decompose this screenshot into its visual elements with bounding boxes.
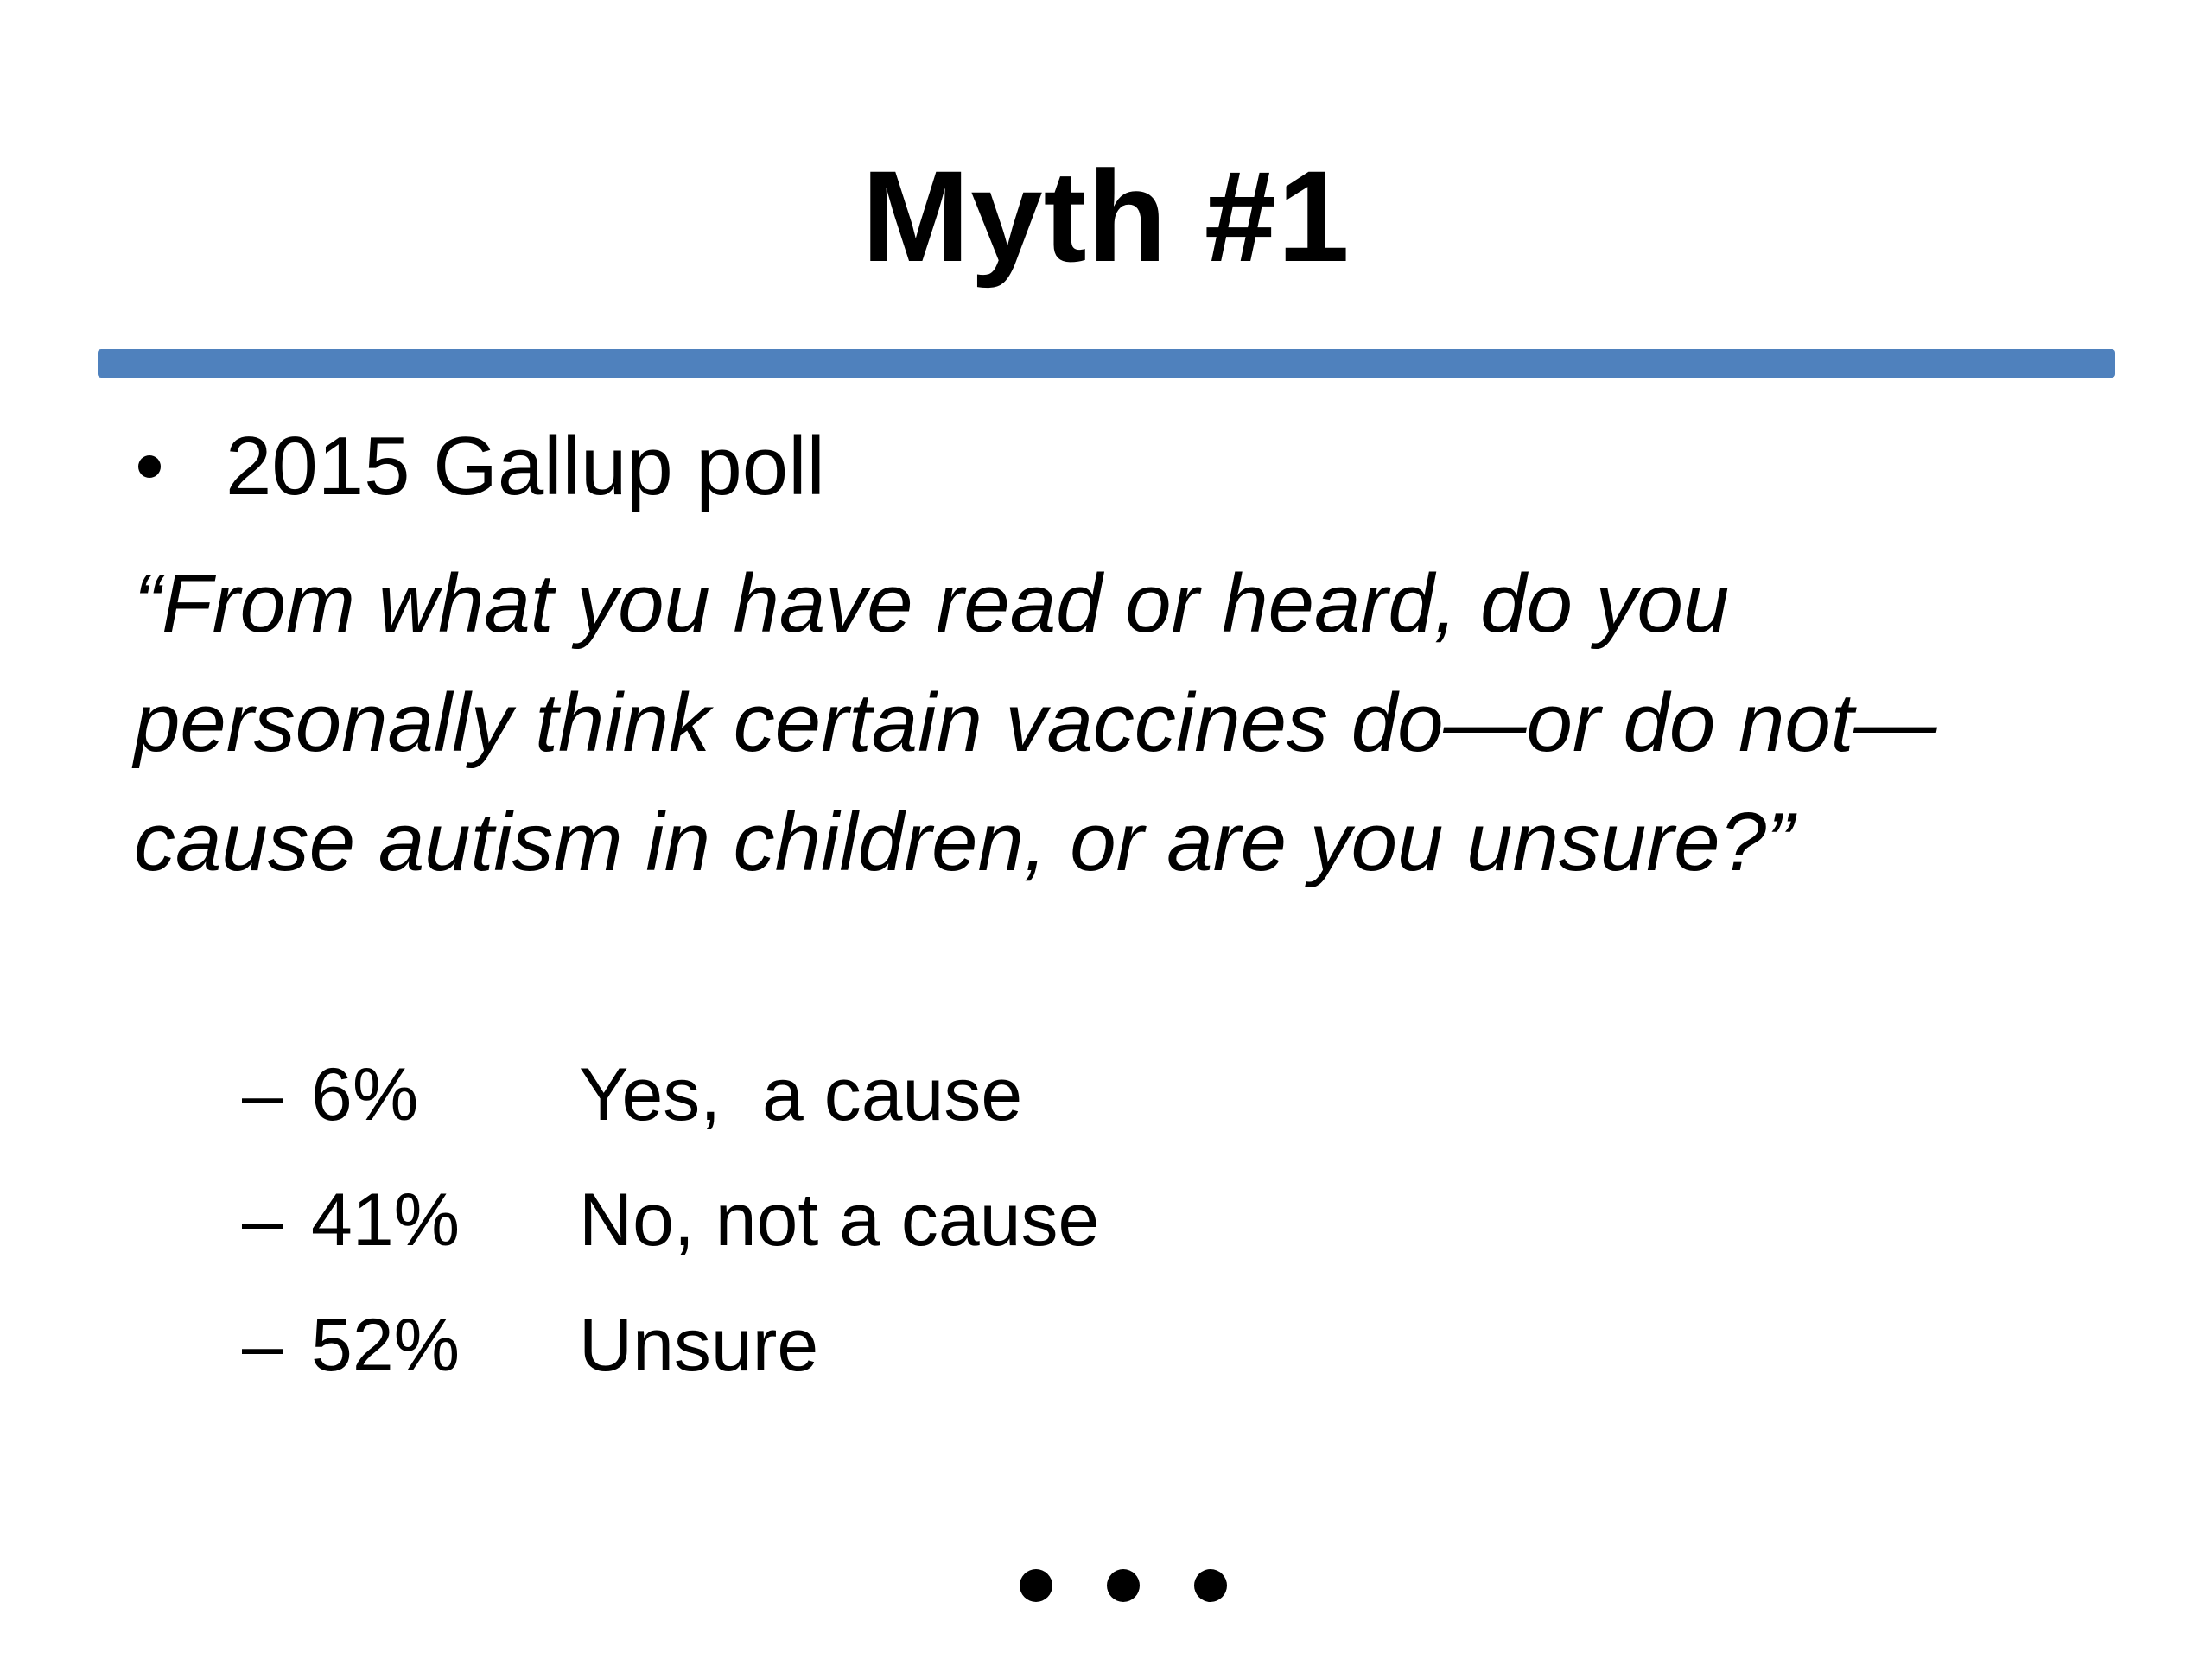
title-divider xyxy=(98,349,2115,378)
slide-title: Myth #1 xyxy=(861,143,1351,289)
poll-responses-list xyxy=(242,1033,1099,1408)
response-percent: 6% xyxy=(311,1053,419,1136)
ellipsis-dot xyxy=(1020,1569,1052,1602)
ellipsis-dot xyxy=(1194,1569,1227,1602)
poll-question-quote: “From what you have read or heard, do you personally think certain vaccines do—or do not—cause autism in children, or are you unsure?” xyxy=(134,557,1937,888)
response-label: Unsure xyxy=(579,1304,819,1387)
bullet-item xyxy=(130,406,825,527)
dash-marker: – xyxy=(242,1304,283,1387)
response-percent: 41% xyxy=(311,1179,461,1262)
response-item xyxy=(242,1158,1099,1283)
ellipsis-icon xyxy=(1020,1555,1227,1616)
response-label: Yes, a cause xyxy=(579,1053,1023,1136)
response-label: No, not a cause xyxy=(579,1179,1100,1262)
dash-marker: – xyxy=(242,1053,283,1136)
ellipsis-dot xyxy=(1107,1569,1140,1602)
bullet-icon xyxy=(138,455,161,478)
dash-marker: – xyxy=(242,1179,283,1262)
bullet-text: 2015 Gallup poll xyxy=(226,420,825,512)
response-item xyxy=(242,1033,1099,1158)
response-item xyxy=(242,1283,1099,1408)
response-percent: 52% xyxy=(311,1304,461,1387)
